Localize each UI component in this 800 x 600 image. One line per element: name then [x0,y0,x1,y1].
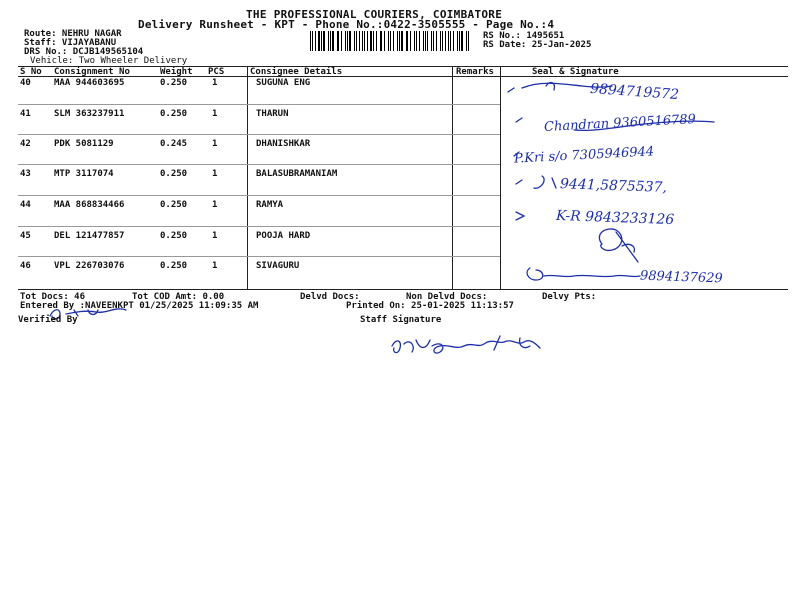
barcode-bar [345,31,346,51]
barcode-bar [337,31,338,51]
barcode-bar [362,31,363,51]
barcode-bar [397,31,398,51]
row-consignee: THARUN [256,109,289,119]
delivered-docs: Delvd Docs: [300,292,360,302]
barcode-bar [431,31,432,51]
row-sno: 43 [20,169,31,179]
barcode-bar [425,31,426,51]
row-pcs: 1 [212,231,218,241]
barcode-bar [341,31,342,51]
barcode-bar [354,31,355,51]
row-divider [18,256,500,257]
non-delivered-docs: Non Delvd Docs: [406,292,488,302]
row-pcs: 1 [212,200,218,210]
row-weight: 0.250 [160,200,188,210]
rs-date: RS Date: 25-Jan-2025 [483,40,592,50]
row-pcs: 1 [212,139,218,149]
barcode-bar [384,31,385,51]
row-pcs: 1 [212,78,218,88]
total-cod-amount: Tot COD Amt: 0.00 [132,292,225,302]
column-divider [500,66,501,289]
barcode-bar [373,31,374,51]
barcode-bar [450,31,451,51]
barcode-bar [419,31,420,51]
barcode-bar [466,31,467,51]
row-consignment: VPL 226703076 [54,261,125,271]
row-sno: 42 [20,139,31,149]
row-weight: 0.250 [160,261,188,271]
row-weight: 0.245 [160,139,188,149]
barcode-bar [359,31,360,51]
scribble-stroke [516,176,556,188]
row-weight: 0.250 [160,78,188,88]
staff-signature-scribble [392,336,540,353]
barcode-bar [459,31,460,51]
handwritten-signature: Chandran 9360516789 [543,112,697,135]
handwritten-signature: 9441,5875537, [559,176,668,196]
barcode-bar [406,31,407,51]
barcode-bar [364,31,365,51]
barcode-bar [381,31,382,51]
column-header: Consignee Details [250,67,343,77]
row-sno: 40 [20,78,31,88]
barcode-bar [380,31,381,51]
row-consignee: DHANISHKAR [256,139,311,149]
table-header-border [18,76,788,77]
row-consignee: SIVAGURU [256,261,300,271]
barcode-bar [445,31,446,51]
row-consignment: MTP 3117074 [54,169,114,179]
barcode-bar [330,31,331,51]
barcode-bar [442,31,443,51]
printed-on: Printed On: 25-01-2025 11:13:57 [346,301,514,311]
handwritten-signature: 9894137629 [639,268,723,287]
column-header: Consignment No [54,67,130,77]
barcode-bar [407,31,408,51]
barcode-bar [427,31,428,51]
scribble-stroke [527,268,640,280]
table-bottom-border [18,289,788,290]
row-consignment: DEL 121477857 [54,231,125,241]
barcode-bar [457,31,458,51]
delivery-points: Delvy Pts: [542,292,597,302]
barcode-bar [356,31,357,51]
column-header: Seal & Signature [532,67,619,77]
runsheet-subtitle: Delivery Runsheet - KPT - Phone No.:0422-3505555 - Page No.:4 [138,18,555,31]
row-weight: 0.250 [160,109,188,119]
barcode-bar [393,31,395,51]
rs-number: RS No.: 1495651 [483,31,565,41]
column-header: Remarks [456,67,494,77]
row-consignee: BALASUBRAMANIAM [256,169,338,179]
row-pcs: 1 [212,261,218,271]
barcode-bar [323,31,324,51]
row-divider [18,104,500,105]
barcode-bar [388,31,389,51]
vehicle-label: Vehicle: Two Wheeler Delivery [30,56,188,66]
handwritten-signature: 9894719572 [589,80,680,104]
handwritten-signature: K-R 9843233126 [555,207,675,229]
row-pcs: 1 [212,169,218,179]
row-divider [18,134,500,135]
column-header: S No [20,67,42,77]
row-sno: 41 [20,109,31,119]
row-consignment: MAA 868834466 [54,200,125,210]
row-weight: 0.250 [160,169,188,179]
barcode-bar [376,31,377,51]
barcode-bar [338,31,339,51]
table-top-border [18,66,788,67]
barcode-bar [312,31,313,51]
row-consignment: SLM 363237911 [54,109,125,119]
barcode-bar [399,31,400,51]
barcode-bar [410,31,411,51]
barcode-bar [461,31,463,51]
barcode-bar [349,31,351,51]
barcode-bar [448,31,449,51]
row-consignment: MAA 944603695 [54,78,125,88]
column-header: Weight [160,67,193,77]
barcode-bar [367,31,368,51]
drs-number: DRS No.: DCJB149565104 [24,47,144,57]
barcode-bar [332,31,334,51]
handwritten-signature: P.Kri s/o 7305946944 [513,144,655,167]
barcode-bar [370,31,372,51]
row-divider [18,226,500,227]
barcode-bar [423,31,424,51]
barcode-bar [315,31,316,51]
barcode-bar [453,31,454,51]
scribble-stroke [599,229,638,262]
row-divider [18,164,500,165]
barcode-bar [416,31,417,51]
barcode-bar [347,31,348,51]
barcode-bar [328,31,329,51]
barcode-bar [440,31,441,51]
row-weight: 0.250 [160,231,188,241]
barcode-bar [468,31,469,51]
barcode-bar [414,31,416,51]
route-label: Route: NEHRU NAGAR [24,29,122,39]
barcode-bar [318,31,320,51]
barcode [310,31,470,51]
row-consignee: RAMYA [256,200,284,210]
scribble-stroke [546,83,554,90]
barcode-bar [321,31,322,51]
row-divider [18,195,500,196]
row-consignee: SUGUNA ENG [256,78,311,88]
barcode-bar [310,31,311,51]
column-header: PCS [208,67,225,77]
company-title: THE PROFESSIONAL COURIERS, COIMBATORE [246,8,503,21]
barcode-bar [436,31,438,51]
scribble-stroke [516,212,524,220]
row-consignee: POOJA HARD [256,231,311,241]
barcode-bar [433,31,434,51]
row-pcs: 1 [212,109,218,119]
row-consignment: PDK 5081129 [54,139,114,149]
row-sno: 45 [20,231,31,241]
barcode-bar [401,31,402,51]
row-sno: 44 [20,200,31,210]
staff-signature-label: Staff Signature [360,315,442,325]
barcode-bar [390,31,391,51]
verified-by-label: Verified By [18,315,78,325]
total-docs: Tot Docs: 46 [20,292,86,302]
entered-by: Entered By :NAVEENKPT 01/25/2025 11:09:35 AM [20,301,259,311]
row-sno: 46 [20,261,31,271]
staff-label: Staff: VIJAYABANU [24,38,117,48]
